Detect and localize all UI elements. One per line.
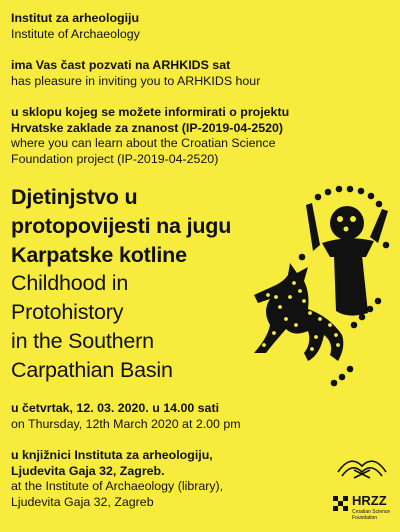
hrzz-logo: [333, 492, 397, 526]
title-en-line: Childhood in: [11, 271, 129, 295]
hrzz-logo-icon: [333, 496, 349, 512]
project-en-line2: Foundation project (IP-2019-04-2520): [11, 151, 219, 166]
hrzz-logo-sub2: Foundation: [352, 515, 378, 521]
title-english: [11, 269, 173, 385]
title-en-line: Protohistory: [11, 300, 124, 324]
location-hr-line1: u knjižnici Instituta za arheologiju,: [11, 448, 213, 462]
title-hr-line: protopovijesti na jugu: [11, 214, 232, 238]
hrzz-logo-sub1: Croatian Science: [352, 509, 391, 515]
institute-name-hr: Institut za arheologiju: [11, 11, 140, 25]
hrzz-logo-name: HRZZ: [352, 493, 387, 508]
title-en-line: in the Southern: [11, 329, 154, 353]
institute-name-en: Institute of Archaeology: [11, 26, 140, 41]
institute-block: [11, 11, 140, 42]
location-en-line2: Ljudevita Gaja 32, Zagreb: [11, 494, 154, 509]
prehistoric-figures-illustration: [250, 185, 400, 395]
title-en-line: Carpathian Basin: [11, 358, 173, 382]
location-block: [11, 448, 223, 510]
location-hr-line2: Ljudevita Gaja 32, Zagreb.: [11, 463, 165, 478]
date-en: on Thursday, 12th March 2020 at 2.00 pm: [11, 416, 241, 431]
project-en-line1: where you can learn about the Croatian Science: [11, 136, 276, 150]
project-hr-line1: u sklopu kojeg se možete informirati o projektu: [11, 105, 290, 119]
project-hr-line2: Hrvatske zaklade za znanost (IP-2019-04-2520): [11, 120, 284, 135]
date-block: [11, 401, 241, 432]
date-hr: u četvrtak, 12. 03. 2020. u 14.00 sati: [11, 401, 220, 415]
location-en-line1: at the Institute of Archaeology (library),: [11, 479, 224, 493]
invitation-en: has pleasure in inviting you to ARHKIDS hour: [11, 73, 261, 88]
title-croatian: [11, 183, 231, 270]
title-hr-line: Karpatske kotline: [11, 243, 187, 267]
invitation-block: [11, 58, 260, 89]
invitation-hr: ima Vas čast pozvati na ARHKIDS sat: [11, 58, 231, 72]
title-hr-line: Djetinjstvo u: [11, 185, 138, 209]
emblem-icon: [334, 450, 390, 484]
project-block: [11, 105, 289, 167]
